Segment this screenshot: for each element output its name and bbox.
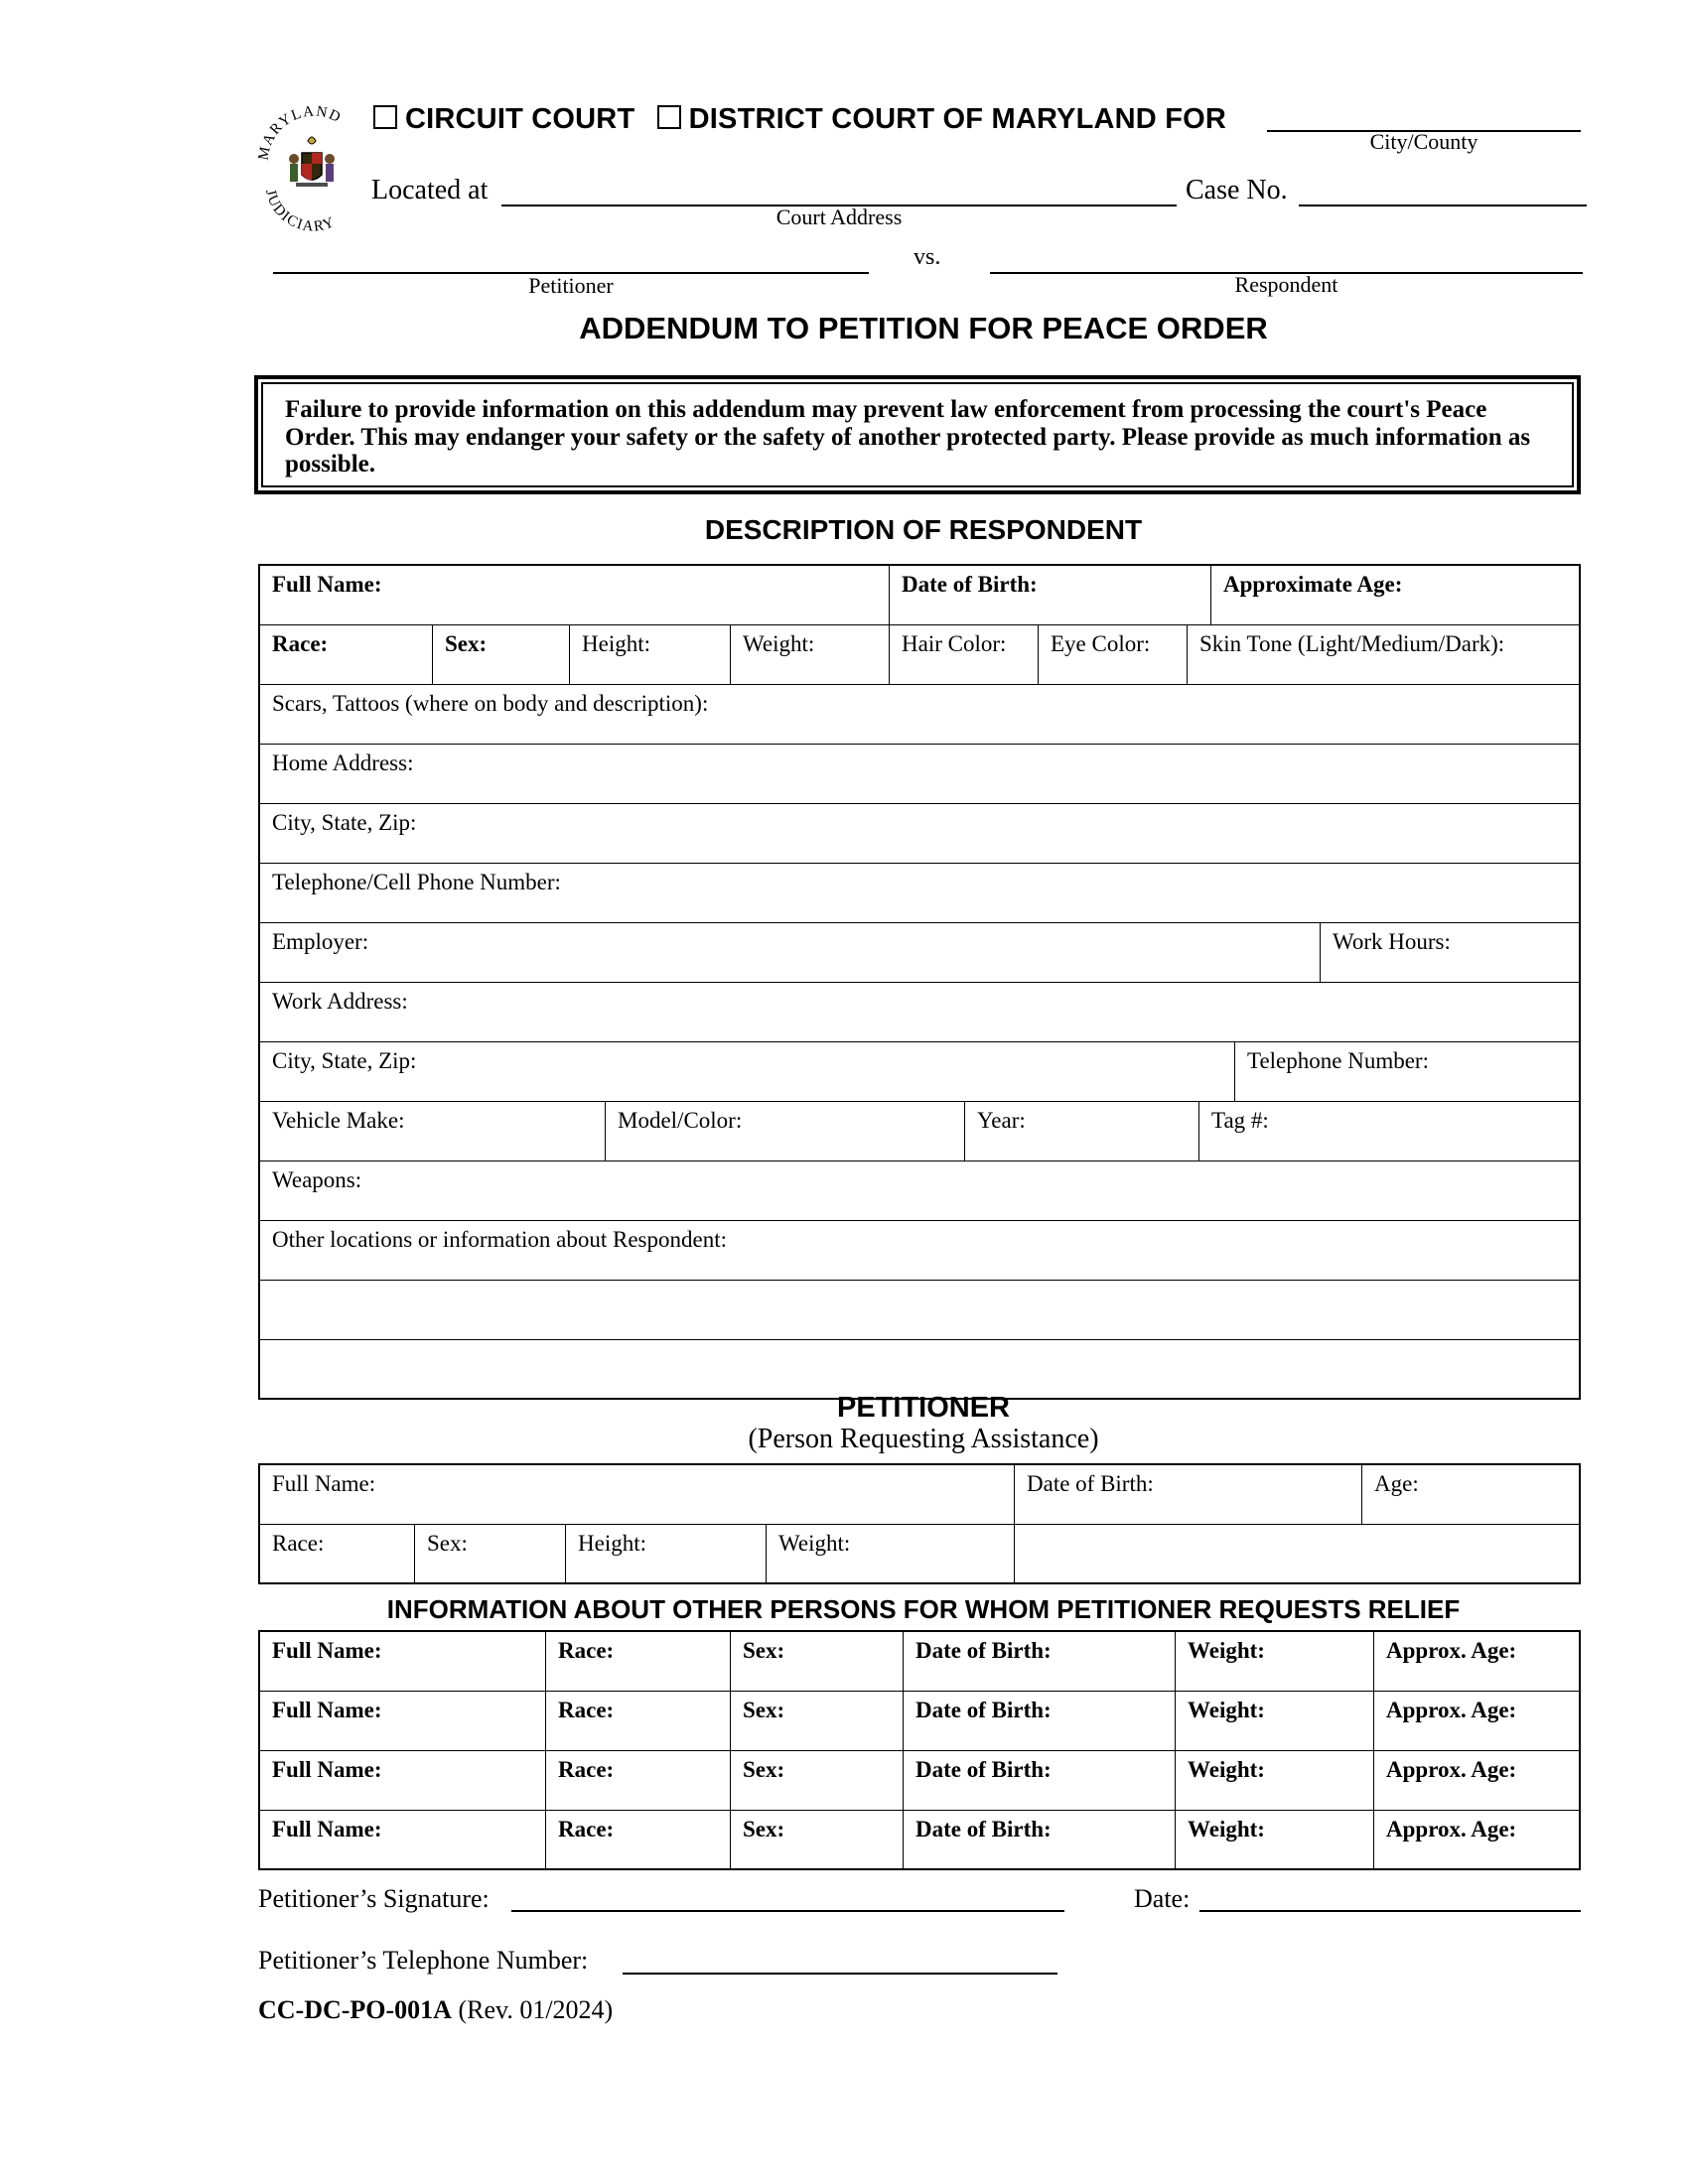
district-court-checkbox[interactable] xyxy=(657,105,681,129)
respondent-year-field[interactable]: Year: xyxy=(965,1102,1199,1160)
petitioner-table xyxy=(258,1463,1581,1584)
vs-label: vs. xyxy=(914,244,941,270)
others-approx-age-field[interactable]: Approx. Age: xyxy=(1386,1757,1517,1782)
respondent-height-field[interactable]: Height: xyxy=(570,625,731,684)
respondent-employer-field[interactable]: Employer: xyxy=(260,923,1321,982)
case-no-label: Case No. xyxy=(1186,175,1288,205)
respondent-other-info-line-2[interactable] xyxy=(260,1281,1579,1339)
signature-input-line[interactable] xyxy=(511,1910,1064,1912)
respondent-work-city-state-zip-field[interactable]: City, State, Zip: xyxy=(260,1042,1235,1101)
petitioner-full-name-field[interactable]: Full Name: xyxy=(260,1465,1015,1524)
respondent-caption: Respondent xyxy=(1234,272,1338,297)
respondent-section-title: DESCRIPTION OF RESPONDENT xyxy=(704,514,1143,545)
date-input-line[interactable] xyxy=(1199,1910,1581,1912)
warning-box xyxy=(254,375,1581,494)
respondent-table xyxy=(258,564,1581,1400)
respondent-work-telephone-field[interactable]: Telephone Number: xyxy=(1247,1048,1429,1073)
others-dob-field[interactable]: Date of Birth: xyxy=(904,1632,1176,1691)
respondent-other-info-line-3[interactable] xyxy=(260,1340,1579,1398)
petitioner-sex-field[interactable]: Sex: xyxy=(415,1525,566,1582)
respondent-telephone-field[interactable]: Telephone/Cell Phone Number: xyxy=(272,870,561,894)
form-code: CC-DC-PO-001A xyxy=(258,1995,452,2024)
form-code-line xyxy=(258,1995,613,2025)
others-dob-field[interactable]: Date of Birth: xyxy=(904,1751,1176,1810)
form-title: ADDENDUM TO PETITION FOR PEACE ORDER xyxy=(579,311,1268,345)
others-race-field[interactable]: Race: xyxy=(546,1751,731,1810)
respondent-race-field[interactable]: Race: xyxy=(260,625,433,684)
seal-text-bottom: JUDICIARY xyxy=(261,188,339,232)
respondent-dob-field[interactable]: Date of Birth: xyxy=(890,566,1211,624)
petitioner-blank-cell xyxy=(1015,1525,1579,1582)
svg-text:JUDICIARY xyxy=(262,188,338,232)
court-selection-line xyxy=(373,103,1226,136)
others-approx-age-field[interactable]: Approx. Age: xyxy=(1386,1817,1517,1842)
others-row xyxy=(260,1811,1579,1868)
circuit-court-label: CIRCUIT COURT xyxy=(405,103,635,135)
others-table xyxy=(258,1630,1581,1870)
others-sex-field[interactable]: Sex: xyxy=(731,1751,904,1810)
petitioner-section-subtitle: (Person Requesting Assistance) xyxy=(748,1424,1099,1454)
others-dob-field[interactable]: Date of Birth: xyxy=(904,1811,1176,1868)
date-label: Date: xyxy=(1134,1884,1191,1913)
respondent-model-color-field[interactable]: Model/Color: xyxy=(606,1102,965,1160)
telephone-label: Petitioner’s Telephone Number: xyxy=(258,1946,589,1975)
district-court-label: DISTRICT COURT OF MARYLAND FOR xyxy=(688,103,1227,135)
respondent-weight-field[interactable]: Weight: xyxy=(731,625,890,684)
respondent-eye-color-field[interactable]: Eye Color: xyxy=(1039,625,1188,684)
others-section-title: INFORMATION ABOUT OTHER PERSONS FOR WHOM PETITIONER REQUESTS RELIEF xyxy=(386,1594,1461,1624)
others-sex-field[interactable]: Sex: xyxy=(731,1811,904,1868)
others-row xyxy=(260,1632,1579,1692)
respondent-row-name xyxy=(260,566,1579,625)
others-row xyxy=(260,1751,1579,1811)
respondent-city-state-zip-field[interactable]: City, State, Zip: xyxy=(272,810,417,835)
respondent-tag-field[interactable]: Tag #: xyxy=(1211,1108,1269,1133)
warning-text: Failure to provide information on this addendum may prevent law enforcement from processing the court's Peace Order. This may endanger your safety or the safety of another protected party. Please provide as much information as possible. xyxy=(261,382,1574,487)
petitioner-dob-field[interactable]: Date of Birth: xyxy=(1015,1465,1362,1524)
seal-text-top: MARYLAND xyxy=(256,103,345,162)
petitioner-section-title: PETITIONER xyxy=(836,1392,1010,1424)
respondent-sex-field[interactable]: Sex: xyxy=(433,625,570,684)
respondent-work-hours-field[interactable]: Work Hours: xyxy=(1333,929,1451,954)
respondent-full-name-field[interactable]: Full Name: xyxy=(260,566,890,624)
others-race-field[interactable]: Race: xyxy=(546,1632,731,1691)
others-full-name-field[interactable]: Full Name: xyxy=(260,1632,546,1691)
respondent-skin-tone-field[interactable]: Skin Tone (Light/Medium/Dark): xyxy=(1199,631,1505,656)
others-race-field[interactable]: Race: xyxy=(546,1692,731,1750)
maryland-judiciary-seal xyxy=(256,103,367,232)
others-full-name-field[interactable]: Full Name: xyxy=(260,1692,546,1750)
respondent-scars-field[interactable]: Scars, Tattoos (where on body and description): xyxy=(272,691,709,716)
case-no-input-line[interactable] xyxy=(1299,205,1587,206)
petitioner-weight-field[interactable]: Weight: xyxy=(767,1525,1015,1582)
respondent-other-info-field[interactable]: Other locations or information about Respondent: xyxy=(272,1227,727,1252)
others-weight-field[interactable]: Weight: xyxy=(1176,1692,1374,1750)
located-at-label: Located at xyxy=(371,175,489,205)
svg-text:MARYLAND xyxy=(256,103,344,161)
respondent-vehicle-make-field[interactable]: Vehicle Make: xyxy=(260,1102,606,1160)
respondent-weapons-field[interactable]: Weapons: xyxy=(272,1167,362,1192)
signature-label: Petitioner’s Signature: xyxy=(258,1884,490,1913)
others-full-name-field[interactable]: Full Name: xyxy=(260,1811,546,1868)
others-sex-field[interactable]: Sex: xyxy=(731,1632,904,1691)
petitioner-race-field[interactable]: Race: xyxy=(260,1525,415,1582)
others-weight-field[interactable]: Weight: xyxy=(1176,1751,1374,1810)
others-sex-field[interactable]: Sex: xyxy=(731,1692,904,1750)
court-address-caption: Court Address xyxy=(775,205,903,229)
petitioner-age-field[interactable]: Age: xyxy=(1374,1471,1419,1496)
respondent-hair-color-field[interactable]: Hair Color: xyxy=(890,625,1039,684)
respondent-approx-age-field[interactable]: Approximate Age: xyxy=(1223,572,1403,597)
respondent-work-address-field[interactable]: Work Address: xyxy=(272,989,408,1014)
form-revision: (Rev. 01/2024) xyxy=(458,1995,614,2024)
others-approx-age-field[interactable]: Approx. Age: xyxy=(1386,1638,1517,1663)
others-row xyxy=(260,1692,1579,1751)
telephone-input-line[interactable] xyxy=(623,1973,1057,1975)
circuit-court-checkbox[interactable] xyxy=(373,105,397,129)
petitioner-height-field[interactable]: Height: xyxy=(566,1525,767,1582)
city-county-caption: City/County xyxy=(1369,129,1478,154)
others-race-field[interactable]: Race: xyxy=(546,1811,731,1868)
respondent-row-physical xyxy=(260,625,1579,685)
petitioner-caption: Petitioner xyxy=(528,273,614,298)
others-approx-age-field[interactable]: Approx. Age: xyxy=(1386,1698,1517,1722)
others-weight-field[interactable]: Weight: xyxy=(1176,1811,1374,1868)
others-weight-field[interactable]: Weight: xyxy=(1176,1632,1374,1691)
others-full-name-field[interactable]: Full Name: xyxy=(260,1751,546,1810)
respondent-home-address-field[interactable]: Home Address: xyxy=(272,751,414,775)
others-dob-field[interactable]: Date of Birth: xyxy=(904,1692,1176,1750)
